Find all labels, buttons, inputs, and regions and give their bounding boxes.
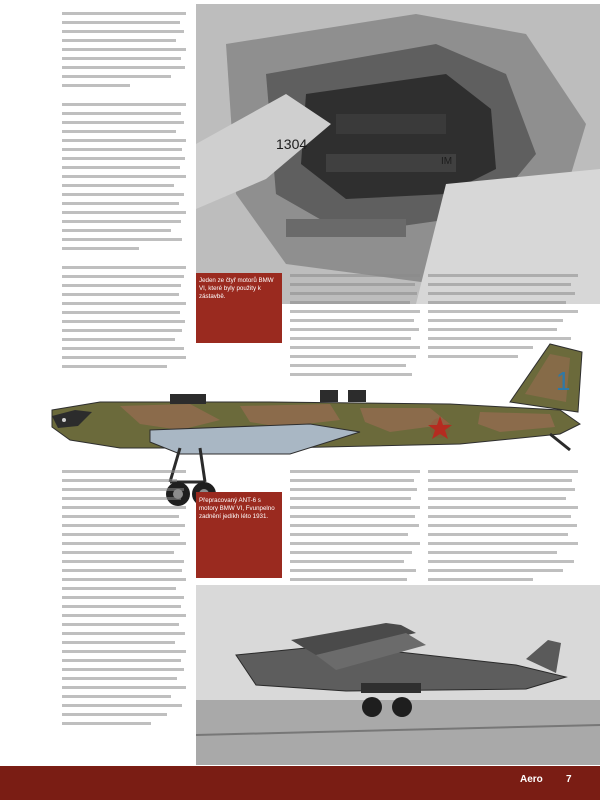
article-text-left-lower: [62, 470, 186, 731]
engine-photo-illustration: [196, 4, 600, 304]
footer-bar: [0, 766, 600, 800]
engine-photo: [196, 4, 600, 304]
article-text-top: [62, 12, 186, 374]
caption-bottom-photo: Přepracovaný ANT-6 s motory BMW VI, Fvunpelno zadnění jedíkh léto 1931.: [199, 497, 275, 520]
svg-text:1304: 1304: [276, 136, 308, 152]
tail-number: 1: [556, 366, 571, 396]
magazine-name: Aero: [520, 774, 543, 785]
article-text-mid-lower-1: [290, 470, 420, 596]
bomber-ground-photo-illustration: [196, 585, 600, 765]
article-text-mid-lower-2: [428, 470, 578, 587]
caption-aircraft-profile: TB-3 4M-17, 290, pluk Dálkového letectva léto 1942: [199, 348, 279, 363]
caption-top-photo: Jeden ze čtyř motorů BMW VI, které byly použity k zástavbě.: [199, 277, 274, 300]
page-number: 7: [566, 774, 572, 785]
svg-text:IM: IM: [441, 156, 453, 167]
footer-page-box: [512, 770, 592, 790]
bomber-ground-photo: [196, 585, 600, 765]
